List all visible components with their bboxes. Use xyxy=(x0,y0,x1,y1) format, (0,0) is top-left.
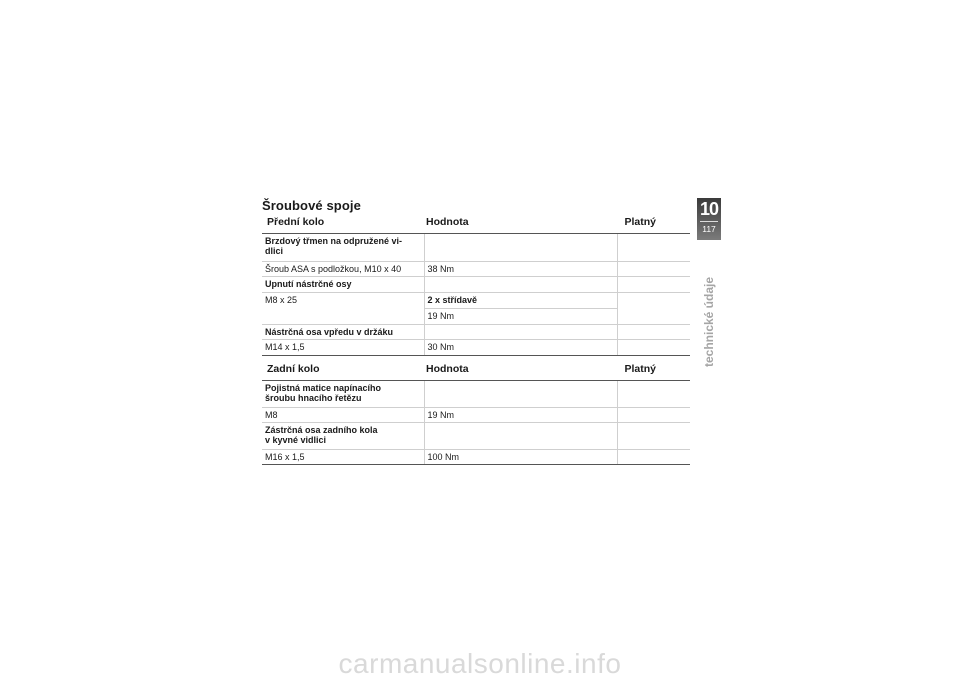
rear-header-value: Hodnota xyxy=(426,362,469,375)
watermark: carmanualsonline.info xyxy=(338,648,622,679)
chapter-tab xyxy=(697,198,721,240)
rear-header-valid: Platný xyxy=(624,362,656,375)
axle-holder-value: 30 Nm xyxy=(424,339,617,355)
rear-axle-value: 100 Nm xyxy=(424,450,617,465)
axle-holder-title: Nástrčná osa vpředu v držáku xyxy=(262,324,424,339)
front-header-valid: Platný xyxy=(624,216,656,228)
brake-caliper-title: Brzdový třmen na odpružené vi- dlici xyxy=(262,234,424,261)
section-title: Šroubové spoje xyxy=(262,198,361,213)
rear-axle-bolt: M16 x 1,5 xyxy=(262,450,424,465)
axle-clamp-bolt: M8 x 25 xyxy=(262,292,424,324)
brake-caliper-value: 38 Nm xyxy=(424,261,617,276)
rear-wheel-header xyxy=(262,356,690,381)
table-row xyxy=(262,276,690,292)
rear-wheel-table xyxy=(262,381,690,466)
tab-divider xyxy=(700,221,718,222)
front-wheel-table xyxy=(262,234,690,356)
page-number: 117 xyxy=(702,224,716,234)
axle-clamp-value-2: 19 Nm xyxy=(424,308,617,324)
table-row xyxy=(262,292,690,308)
front-wheel-header xyxy=(262,209,690,234)
chapter-number: 10 xyxy=(699,199,719,219)
front-header-part: Přední kolo xyxy=(267,216,325,228)
table-row xyxy=(262,234,690,261)
front-header-value: Hodnota xyxy=(426,216,469,228)
rear-header-part: Zadní kolo xyxy=(267,362,320,375)
table-row xyxy=(262,324,690,339)
table-row xyxy=(262,261,690,276)
axle-holder-bolt: M14 x 1,5 xyxy=(262,339,424,355)
rear-axle-title: Zástrčná osa zadního kola v kyvné vidlici xyxy=(262,423,424,450)
brake-caliper-bolt: Šroub ASA s podložkou, M10 x 40 xyxy=(262,261,424,276)
lock-nut-title: Pojistná matice napínacího šroubu hnacího řetězu xyxy=(262,381,424,408)
axle-clamp-title: Upnutí nástrčné osy xyxy=(262,276,424,292)
table-row xyxy=(262,450,690,465)
chapter-side-label: technické údaje xyxy=(702,276,716,368)
table-row xyxy=(262,408,690,423)
table-row xyxy=(262,423,690,450)
lock-nut-value: 19 Nm xyxy=(424,408,617,423)
lock-nut-bolt: M8 xyxy=(262,408,424,423)
table-row xyxy=(262,339,690,355)
torque-table xyxy=(262,209,690,465)
table-row xyxy=(262,381,690,408)
axle-clamp-value-1: 2 x střídavě xyxy=(424,292,617,308)
